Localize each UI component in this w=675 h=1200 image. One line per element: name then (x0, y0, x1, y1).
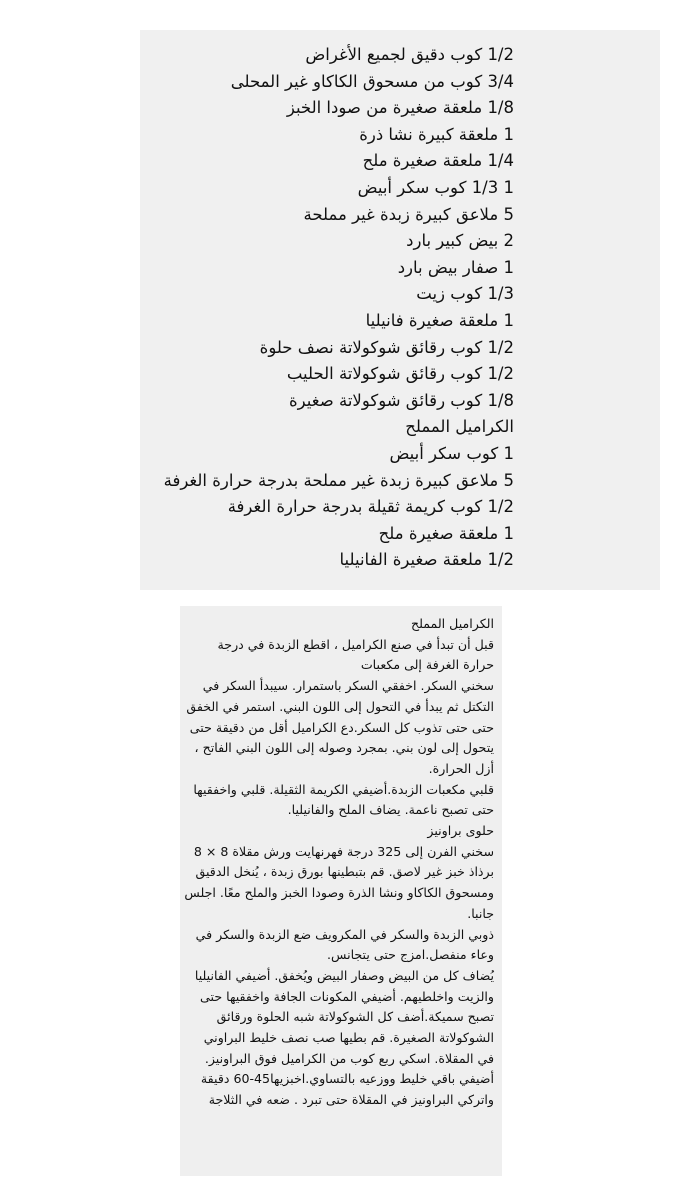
instruction-paragraph: قلبي مكعبات الزبدة.أضيفي الكريمة الثقيلة. قلبي واخفقيها حتى تصبح ناعمة. يضاف الملح والفانيليا. (193, 781, 494, 818)
ingredient-line: 1 ملعقة صغيرة ملح (378, 523, 514, 543)
caramel-title: الكراميل المملح (410, 616, 494, 631)
ingredient-line: 1 صفار بيض بارد (397, 257, 514, 277)
section-heading-salted-caramel: الكراميل المملح (405, 417, 514, 437)
ingredient-line: 5 ملاعق كبيرة زبدة غير مملحة (303, 204, 514, 224)
ingredient-line: 1/3 كوب زيت (416, 284, 514, 304)
ingredient-line: 1/2 ملعقة صغيرة الفانيليا (339, 550, 514, 570)
ingredient-line: 1 1/3 كوب سكر أبيض (357, 177, 514, 197)
ingredient-line: 3/4 كوب من مسحوق الكاكاو غير المحلى (230, 71, 514, 91)
ingredient-line: 1/2 كوب رقائق شوكولاتة نصف حلوة (259, 337, 514, 357)
ingredient-line: 1 ملعقة صغيرة فانيليا (365, 310, 514, 330)
instructions-card (180, 606, 502, 1176)
ingredient-line: 1/8 كوب رقائق شوكولاتة صغيرة (289, 390, 514, 410)
instruction-paragraph: يُضاف كل من البيض وصفار البيض ويُخفق. أضيفي الفانيليا والزيت واخلطيهم. أضيفي المكونات الجافة واخفقيها حتى تصبح سميكة.أضف كل الشوكولاتة شبه الحلوة ورقائق الشوكولاتة الصغيرة. قم بطيها صب نصف خليط البراوني في المقلاة. اسكي ربع كوب من الكراميل فوق البراونيز. أضيفي باقي خليط ووزعيه بالتساوي.اخبزيها45-60 دقيقة واتركي البراونيز في المقلاة حتى تبرد . ضعه في الثلاجة (194, 967, 494, 1108)
instruction-paragraph: سخني الفرن إلى 325 درجة فهرنهايت ورش مقلاة 8 × 8 برذاذ خبز غير لاصق. قم بتبطينها بورق زبدة ، يُنخل الدقيق ومسحوق الكاكاو ونشا الذرة وصودا الخبز والملح معًا. اجلس جانبا. (184, 843, 494, 921)
ingredient-line: 1 كوب سكر أبيض (389, 443, 514, 463)
ingredient-line: 1/8 ملعقة صغيرة من صودا الخبز (286, 98, 514, 118)
ingredients-card (140, 30, 660, 590)
ingredient-line: 5 ملاعق كبيرة زبدة غير مملحة بدرجة حرارة الغرفة (163, 470, 514, 490)
instruction-paragraph: سخني السكر. اخفقي السكر باستمرار. سيبدأ السكر في التكتل ثم يبدأ في التحول إلى اللون البني. استمر في الخفق حتى حتى تذوب كل السكر.دع الكراميل أقل من دقيقة حتى يتحول إلى لون بني. بمجرد وصوله إلى اللون البني الفاتح ، أزل الحرارة. (186, 678, 494, 776)
brownies-title: حلوى براونيز (427, 823, 494, 839)
ingredient-line: 1/2 كوب رقائق شوكولاتة الحليب (286, 364, 514, 384)
ingredient-line: 1/2 كوب دقيق لجميع الأغراض (305, 45, 514, 64)
ingredient-line: 1/2 كوب كريمة ثقيلة بدرجة حرارة الغرفة (227, 497, 514, 517)
instruction-paragraph: قبل أن تبدأ في صنع الكراميل ، اقطع الزبدة في درجة حرارة الغرفة إلى مكعبات (217, 636, 494, 673)
instruction-paragraph: ذوبي الزبدة والسكر في المكرويف ضع الزبدة والسكر في وعاء منفصل.امزج حتى يتجانس. (195, 926, 494, 963)
ingredient-line: 1 ملعقة كبيرة نشا ذرة (359, 124, 514, 144)
ingredient-line: 2 بيض كبير بارد (406, 231, 514, 251)
ingredient-line: 1/4 ملعقة صغيرة ملح (362, 151, 514, 171)
